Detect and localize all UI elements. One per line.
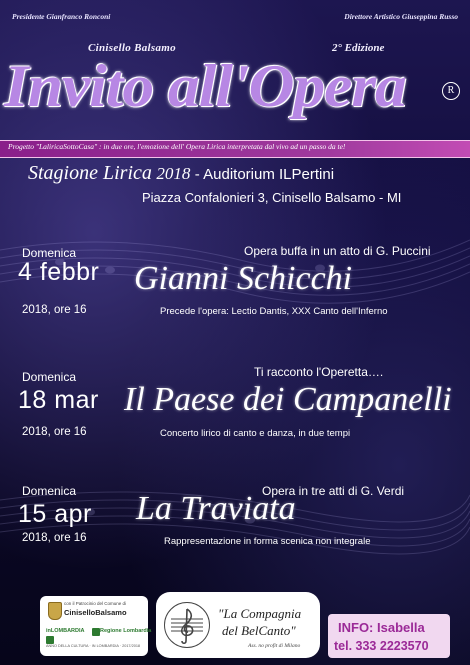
city-label: Cinisello Balsamo (88, 42, 176, 54)
event-1-date: 4 febbr (18, 258, 100, 286)
lombardia-logo-2: Regione Lombardia (100, 628, 152, 634)
event-3-day: Domenica (22, 484, 77, 498)
patrons-caption: con il Patrocinio del Comune di (64, 601, 127, 606)
company-description: Ass. no profit di Milano (248, 643, 301, 649)
patrons-footnote: ANNO DELLA CULTURA · IN LOMBARDIA · 2017/2018 (46, 644, 141, 648)
registered-mark: R (442, 82, 460, 100)
event-3-time: 2018, ore 16 (22, 532, 87, 544)
event-2-title: Il Paese dei Campanelli (124, 381, 452, 418)
region-flag-icon (92, 628, 100, 636)
event-2-subtitle: Ti racconto l'Operetta…. (254, 365, 384, 379)
info-contact-name: INFO: Isabella (338, 620, 425, 635)
event-1-time: 2018, ore 16 (22, 304, 87, 316)
event-1-title: Gianni Schicchi (134, 260, 353, 297)
lombardia-flag-icon (46, 636, 54, 644)
treble-clef-icon (164, 602, 210, 648)
coat-of-arms-icon (48, 602, 62, 620)
lombardia-logo-1: inLOMBARDIA (46, 628, 85, 634)
company-name-line1: "La Compagnia (218, 606, 302, 621)
season-line (28, 162, 334, 185)
company-name-line2: del BelCanto" (222, 623, 296, 638)
president-name: Presidente Gianfranco Ronconi (12, 12, 111, 21)
season-label: Stagione Lirica (28, 162, 152, 184)
event-1-subtitle: Opera buffa in un atto di G. Puccini (244, 244, 431, 258)
info-phone[interactable]: tel. 333 2223570 (334, 639, 429, 653)
poster-title: Invito all'Opera (4, 53, 406, 119)
company-box (156, 592, 320, 658)
venue-address: Piazza Confalonieri 3, Cinisello Balsamo - MI (142, 190, 402, 205)
project-banner-text: Progetto "LaliricaSottoCasa" : in due ore, l'emozione dell' Opera Lirica interpretata dal vivo ad un passo da te! (8, 142, 346, 151)
info-box (328, 614, 450, 658)
season-venue: - Auditorium ILPertini (194, 166, 335, 183)
patrons-box (40, 596, 152, 656)
event-3-subtitle: Opera in tre atti di G. Verdi (262, 484, 405, 498)
event-1-day: Domenica (22, 246, 77, 260)
event-3-date: 15 apr (18, 500, 92, 528)
event-2-date: 18 mar (18, 386, 99, 414)
event-2-time: 2018, ore 16 (22, 426, 87, 438)
event-2-day: Domenica (22, 370, 77, 384)
edition-label: 2° Edizione (332, 42, 385, 54)
artistic-director-name: Direttore Artistico Giuseppina Russo (344, 12, 458, 21)
event-1-note: Precede l'opera: Lectio Dantis, XXX Canto dell'Inferno (160, 306, 388, 317)
event-2-note: Concerto lirico di canto e danza, in due tempi (160, 428, 351, 439)
event-3-title: La Traviata (136, 490, 296, 527)
patrons-name: CiniselloBalsamo (64, 608, 127, 617)
season-year: 2018 (156, 164, 191, 183)
event-3-note: Rappresentazione in forma scenica non integrale (164, 536, 371, 547)
